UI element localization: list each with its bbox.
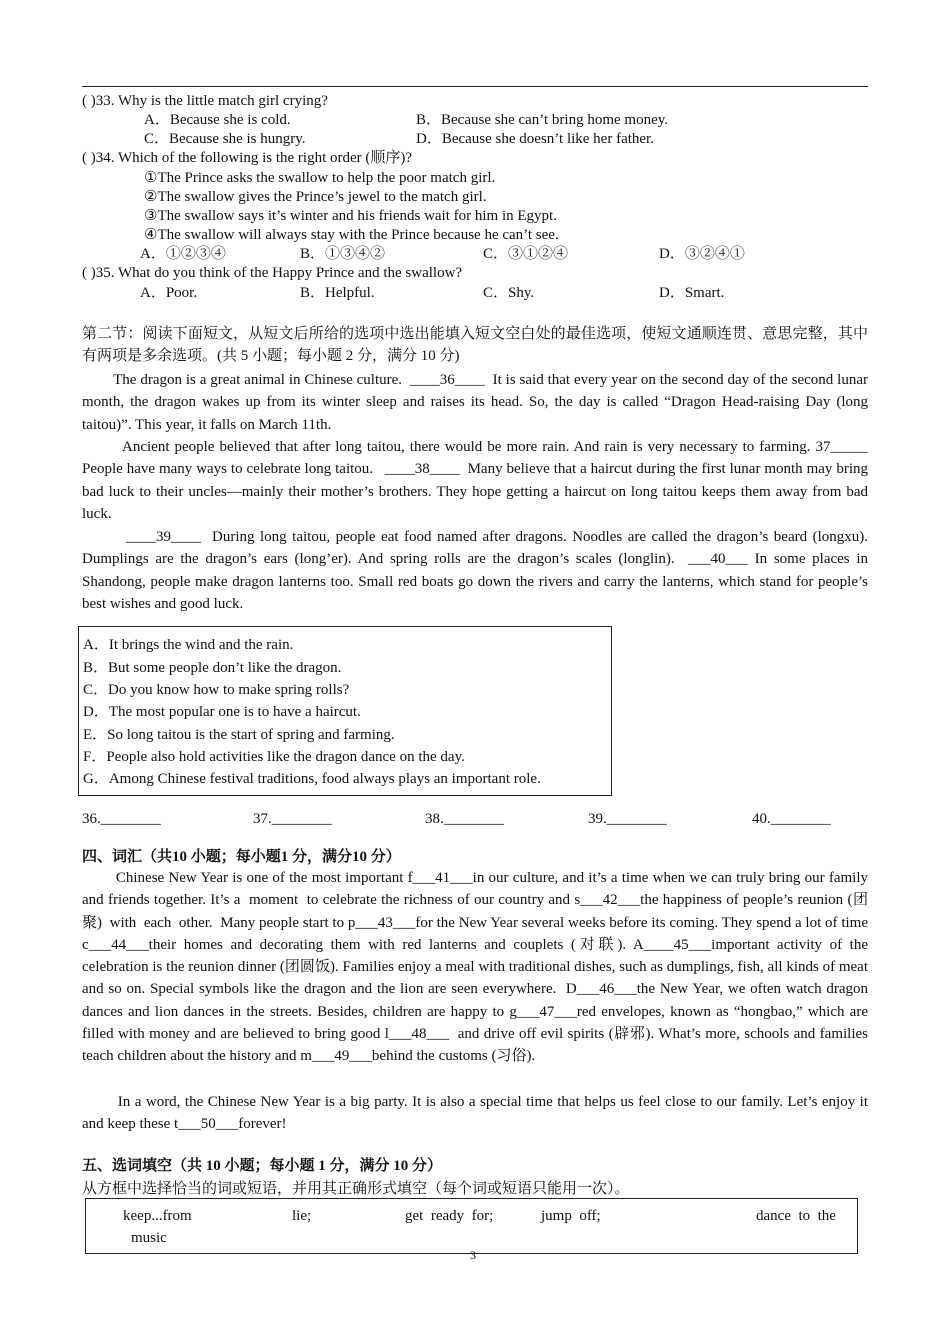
- option-c: C．Do you know how to make spring rolls?: [83, 682, 350, 698]
- word-5: dance to the: [756, 1208, 836, 1224]
- section4-paragraph-1: Chinese New Year is one of the most important f___41___in our culture, and it’s a time when we can truly bring our family and friends together. It’s a moment to celebrate the richness of our country and s___42___the happiness of people’s reunion (团聚) with each other. Many people start to p___43___for the New Year several weeks before its coming. They spend a lot of time c___44___their homes and decorating them with red lanterns and couplets (对联). A____45___important activity of the celebration is the reunion dinner (团圆饭). Families enjoy a meal with traditional dishes, such as dumplings, fish, all kinds of meat and so on. Special symbols like the dragon and the lion are seen everywhere. D___46___the New Year, we often watch dragon dances and lion dances in the streets. Besides, children are happy to g___47___red envelopes, known as “hongbao,” which are filled with money and are believed to bring good l___48___ and drive off evil spirits (辟邪). What’s more, schools and families teach children about the history and m___49___behind the customs (习俗).: [82, 870, 872, 1065]
- section4-paragraph-2: In a word, the Chinese New Year is a big party. It is also a special time that helps us feel close to our family. Let’s enjoy it and keep these t___50___forever!: [82, 1094, 872, 1133]
- q35-option-a: A．Poor.: [140, 285, 198, 301]
- question-35: ( )35. What do you think of the Happy Prince and the swallow?: [82, 265, 463, 281]
- option-b: B．But some people don’t like the dragon.: [83, 660, 342, 676]
- option-e: E．So long taitou is the start of spring and farming.: [83, 727, 395, 743]
- word-5-continued: music: [131, 1230, 167, 1246]
- answer-blank-39[interactable]: 39.________: [588, 811, 667, 827]
- option-f: F．People also hold activities like the dragon dance on the day.: [83, 749, 465, 765]
- section5-instruction: 从方框中选择恰当的词或短语，并用其正确形式填空（每个词或短语只能用一次）。: [82, 1181, 630, 1197]
- q35-option-b: B．Helpful.: [300, 285, 375, 301]
- header-rule: [82, 86, 868, 87]
- q33-option-c: C．Because she is hungry.: [144, 131, 306, 147]
- q33-option-a: A．Because she is cold.: [144, 112, 291, 128]
- answer-blank-36[interactable]: 36.________: [82, 811, 161, 827]
- q35-option-c: C．Shy.: [483, 285, 535, 301]
- section2-instruction: 第二节：阅读下面短文，从短文后所给的选项中选出能填入短文空白处的最佳选项，使短文通顺连贯、意思完整，其中有两项是多余选项。(共 5 小题；每小题 2 分，满分 10 分): [82, 326, 868, 365]
- section2-paragraph-2: Ancient people believed that after long taitou, there would be more rain. And rain is very necessary to farming. 37_____ People have many ways to celebrate long taitou. ____38____ Many believe that a haircut during the first lunar month may bring bad luck to their uncles—mainly their mother’s brothers. They hope getting a haircut on long taitou keeps them away from bad luck.: [82, 439, 876, 522]
- section4-heading: 四、词汇（共10 小题；每小题1 分，满分10 分）: [82, 849, 401, 865]
- option-g: G．Among Chinese festival traditions, food always plays an important role.: [83, 771, 541, 787]
- option-a: A．It brings the wind and the rain.: [83, 637, 294, 653]
- q35-option-d: D．Smart.: [659, 285, 725, 301]
- page-number: 3: [470, 1248, 476, 1262]
- answer-blank-37[interactable]: 37.________: [253, 811, 332, 827]
- word-4: jump off;: [541, 1208, 601, 1224]
- section2-paragraph-3: ____39____ During long taitou, people eat food named after dragons. Noodles are called the dragon’s beard (longxu). Dumplings are the dragon’s ears (long’er). And spring rolls are the dragon’s scales (longlin). ___40___ In some places in Shandong, people make dragon lanterns too. Small red boats go down the rivers and carry the lanterns, which stand for people’s best wishes and good luck.: [82, 529, 872, 612]
- word-3: get ready for;: [405, 1208, 494, 1224]
- word-1: keep...from: [123, 1208, 192, 1224]
- q34-option-c: C．③①②④: [483, 246, 569, 262]
- word-2: lie;: [292, 1208, 312, 1224]
- q34-statement-1: ①The Prince asks the swallow to help the poor match girl.: [144, 170, 496, 186]
- q34-statement-2: ②The swallow gives the Prince’s jewel to the match girl.: [144, 189, 487, 205]
- question-33: ( )33. Why is the little match girl crying?: [82, 93, 328, 109]
- q34-statement-4: ④The swallow will always stay with the Prince because he can’t see.: [144, 227, 559, 243]
- q34-option-a: A．①②③④: [140, 246, 226, 262]
- q33-option-d: D．Because she doesn’t like her father.: [416, 131, 654, 147]
- q33-option-b: B．Because she can’t bring home money.: [416, 112, 669, 128]
- word-box: [85, 1198, 858, 1254]
- section5-heading: 五、选词填空（共 10 小题；每小题 1 分，满分 10 分）: [82, 1158, 443, 1174]
- option-d: D．The most popular one is to have a haircut.: [83, 704, 361, 720]
- section2-paragraph-1: The dragon is a great animal in Chinese culture. ____36____ It is said that every year on the second day of the second lunar month, the dragon wakes up from its winter sleep and raises its head. So, the day is called “Dragon Head-raising Day (long taitou)”. This year, it falls on March 11th.: [82, 372, 872, 433]
- question-34: ( )34. Which of the following is the right order (顺序)?: [82, 150, 413, 166]
- q34-statement-3: ③The swallow says it’s winter and his friends wait for him in Egypt.: [144, 208, 557, 224]
- q34-option-b: B．①③④②: [300, 246, 386, 262]
- answer-blank-40[interactable]: 40.________: [752, 811, 831, 827]
- answer-blank-38[interactable]: 38.________: [425, 811, 504, 827]
- q34-option-d: D．③②④①: [659, 246, 745, 262]
- options-box: [78, 626, 612, 796]
